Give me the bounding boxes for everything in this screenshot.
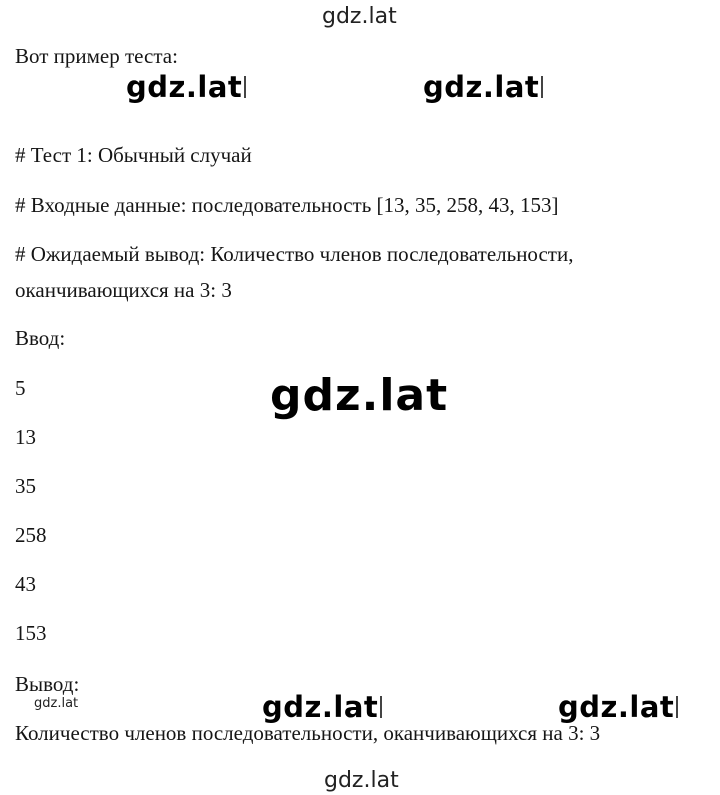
input-value: 13 bbox=[15, 425, 36, 449]
input-label: Ввод: bbox=[15, 326, 66, 350]
output-label: Вывод: bbox=[15, 672, 80, 696]
expected-output-line-1: # Ожидаемый вывод: Количество членов последовательности, bbox=[15, 242, 574, 266]
input-value: 5 bbox=[15, 376, 26, 400]
input-value: 35 bbox=[15, 474, 36, 498]
input-value: 153 bbox=[15, 621, 47, 645]
watermark-bottom: gdz.lat bbox=[324, 768, 399, 793]
input-value: 258 bbox=[15, 523, 47, 547]
intro-text: Вот пример теста: bbox=[15, 44, 178, 68]
watermark-center: gdz.lat bbox=[270, 370, 449, 421]
test-title: # Тест 1: Обычный случай bbox=[15, 143, 252, 167]
output-text: Количество членов последовательности, оканчивающихся на 3: 3 bbox=[15, 721, 601, 745]
watermark-right-lower: gdz.lat bbox=[558, 690, 678, 724]
watermark-small-left: gdz.lat bbox=[34, 696, 79, 711]
input-value: 43 bbox=[15, 572, 36, 596]
watermark-right-upper: gdz.lat bbox=[423, 70, 543, 104]
input-description: # Входные данные: последовательность [13, 35, 258, 43, 153] bbox=[15, 193, 559, 217]
watermark-left-upper: gdz.lat bbox=[126, 70, 246, 104]
expected-output-line-2: оканчивающихся на 3: 3 bbox=[15, 278, 232, 302]
watermark-top: gdz.lat bbox=[322, 4, 397, 29]
watermark-left-lower: gdz.lat bbox=[262, 690, 382, 724]
